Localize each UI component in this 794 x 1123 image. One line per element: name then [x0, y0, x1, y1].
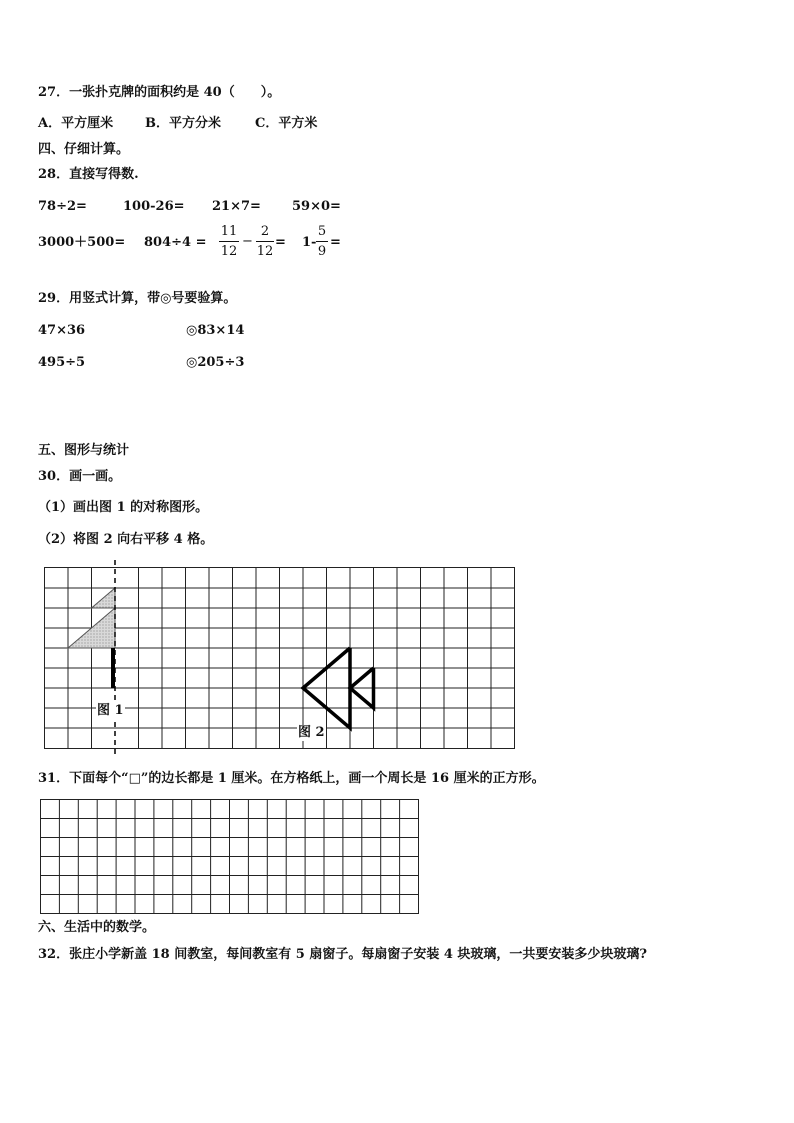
q28-item-3: 21×7= — [212, 199, 261, 214]
q28-minus-sign: − — [242, 234, 253, 249]
q28-equals-2: = — [330, 235, 341, 250]
q28-stem: 28．直接写得数. — [38, 167, 139, 182]
fraction-numerator: 2 — [260, 224, 270, 239]
section-4-heading: 四、仔细计算。 — [38, 142, 130, 157]
q32-stem: 32．张庄小学新盖 18 间教室，每间教室有 5 扇窗子。每扇窗子安装 4 块玻璃，一共要安装多少块玻璃? — [38, 947, 648, 962]
fraction-numerator: 11 — [220, 224, 238, 239]
q28-item-5: 3000＋500= — [38, 235, 126, 250]
figure-2-label: 图 2 — [298, 725, 325, 740]
q30-sub-1: （1）画出图 1 的对称图形。 — [38, 500, 209, 515]
fraction-denominator: 12 — [256, 244, 274, 259]
q29-item-3: 495÷5 — [38, 355, 86, 370]
fraction-denominator: 9 — [317, 244, 327, 259]
q27-option-b: B．平方分米 — [145, 116, 221, 131]
q29-item-1: 47×36 — [38, 323, 86, 338]
figure-1-label: 图 1 — [97, 703, 124, 718]
section-5-heading: 五、图形与统计 — [38, 443, 130, 458]
q28-item-6: 804÷4 = — [144, 235, 207, 250]
fraction-denominator: 12 — [220, 244, 238, 259]
q29-item-4: ◎205÷3 — [186, 355, 245, 370]
q28-one-minus: 1- — [302, 235, 317, 250]
q30-sub-2: （2）将图 2 向右平移 4 格。 — [38, 532, 214, 547]
q27-option-a: A．平方厘米 — [38, 116, 114, 131]
fraction-numerator: 5 — [317, 224, 327, 239]
q31-stem: 31．下面每个“□”的边长都是 1 厘米。在方格纸上，画一个周长是 16 厘米的正方形。 — [38, 771, 545, 786]
q29-stem: 29．用竖式计算，带◎号要验算。 — [38, 291, 237, 306]
section-6-heading: 六、生活中的数学。 — [38, 920, 156, 935]
q27-option-c: C．平方米 — [255, 116, 318, 131]
q28-item-2: 100-26= — [123, 199, 185, 214]
q29-item-2: ◎83×14 — [186, 323, 245, 338]
q28-equals-1: = — [275, 235, 286, 250]
q30-stem: 30．画一画。 — [38, 469, 122, 484]
q27-stem: 27．一张扑克牌的面积约是 40（ ）。 — [38, 85, 281, 100]
q28-item-1: 78÷2= — [38, 199, 87, 214]
q28-item-4: 59×0= — [292, 199, 341, 214]
